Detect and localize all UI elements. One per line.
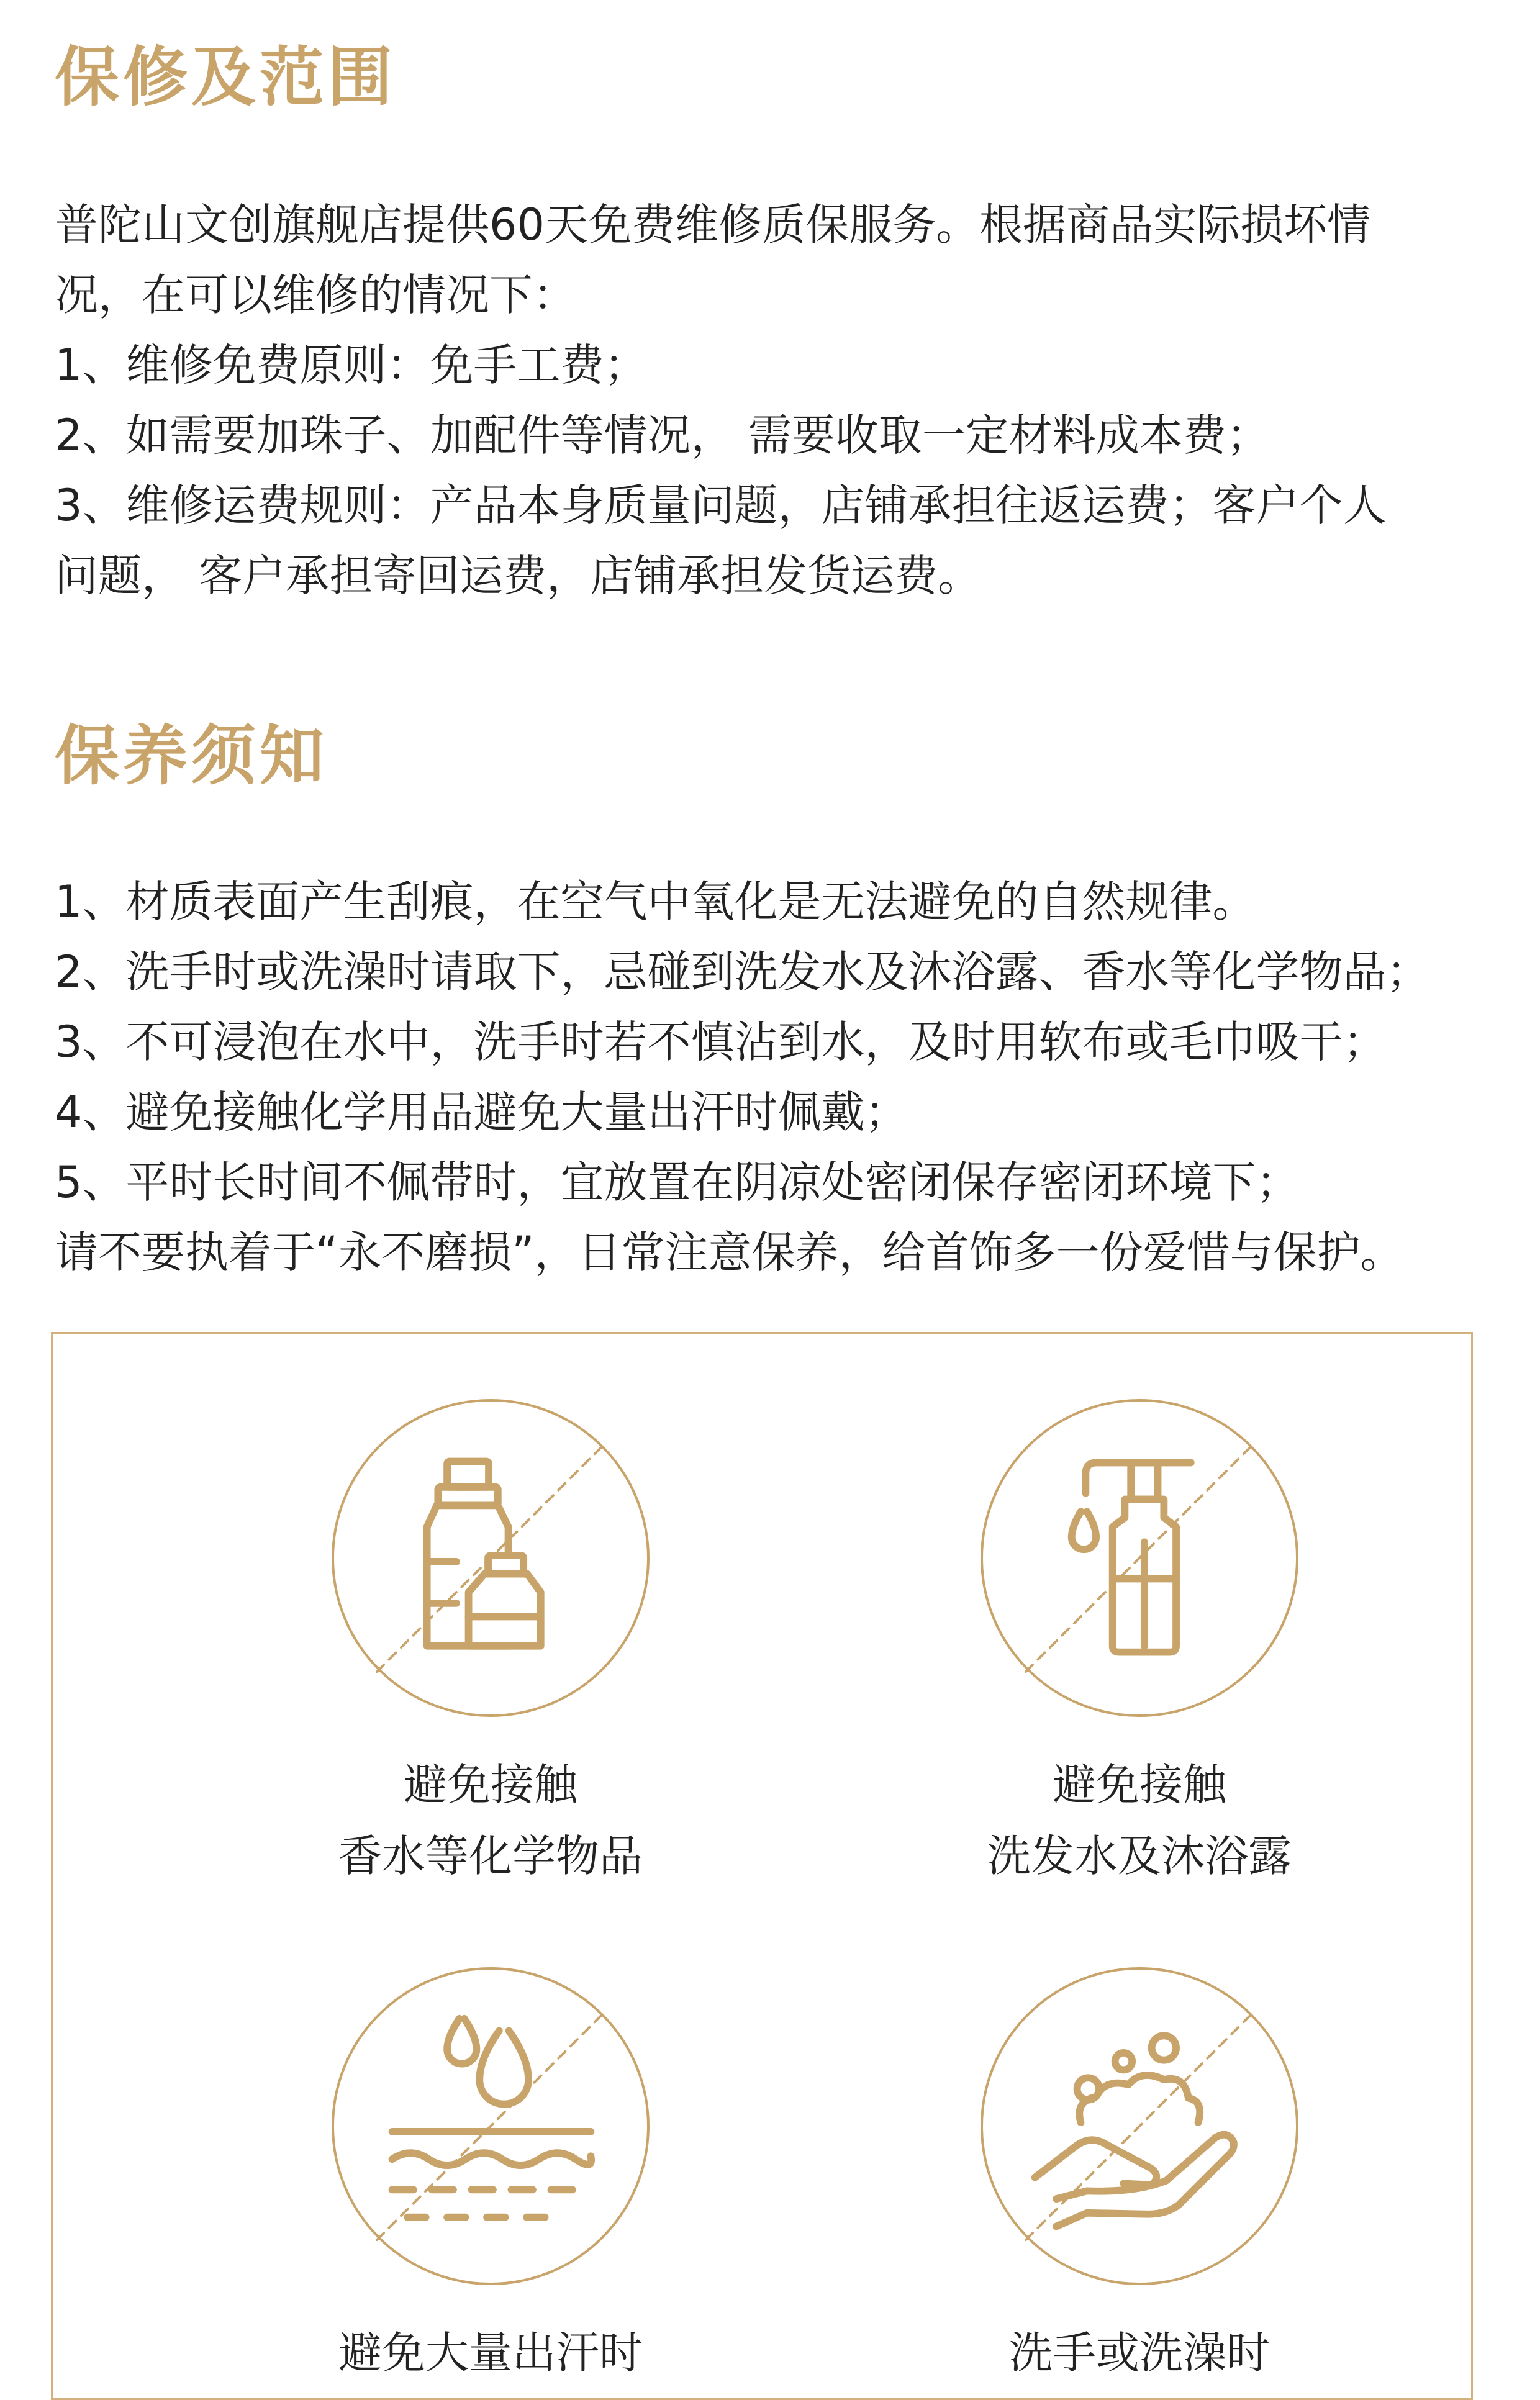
care-item-perfume (168, 1399, 813, 1892)
care-text (55, 867, 1489, 1288)
warranty-line: 2、如需要加珠子、加配件等情况， 需要收取一定材料成本费； (55, 410, 1270, 461)
warranty-line: 况，在可以维修的情况下： (55, 269, 576, 320)
care-line: 1、材质表面产生刮痕，在空气中氧化是无法避免的自然规律。 (55, 876, 1256, 927)
care-item-sublabel: 香水等化学物品 (338, 1831, 643, 1882)
care-item-label: 避免大量出汗时 (338, 2327, 643, 2378)
warranty-title: 保修及范围 (55, 38, 397, 115)
warranty-text (55, 190, 1489, 611)
care-line: 3、不可浸泡在水中，洗手时若不慎沾到水，及时用软布或毛巾吸干； (55, 1017, 1387, 1067)
sweat-drops-icon (332, 1967, 650, 2285)
warranty-line: 1、维修免费原则：免手工费； (55, 340, 648, 391)
care-item-label: 洗手或洗澡时 (1009, 2327, 1270, 2378)
care-icons-panel (51, 1332, 1473, 2400)
care-item-label: 避免接触 (404, 1759, 578, 1810)
care-line: 5、平时长时间不佩带时，宜放置在阴凉处密闭保存密闭环境下； (55, 1157, 1300, 1208)
care-item-handwash (817, 1967, 1462, 2389)
warranty-line: 问题， 客户承担寄回运费，店铺承担发货运费。 (55, 550, 982, 601)
shampoo-pump-icon (981, 1399, 1298, 1717)
care-item-sublabel: 洗发水及沐浴露 (987, 1831, 1292, 1882)
care-line: 2、洗手时或洗澡时请取下，忌碰到洗发水及沐浴露、香水等化学物品； (55, 946, 1430, 997)
warranty-line: 3、维修运费规则：产品本身质量问题，店铺承担往返运费；客户个人 (55, 480, 1387, 531)
care-item-label: 避免接触 (1053, 1759, 1226, 1810)
care-item-shampoo (817, 1399, 1462, 1892)
care-title: 保养须知 (55, 717, 328, 794)
perfume-bottles-icon (332, 1399, 650, 1717)
care-line: 4、避免接触化学用品避免大量出汗时佩戴； (55, 1087, 908, 1138)
care-item-sweat (168, 1967, 813, 2389)
care-line: 请不要执着于“永不磨损”，日常注意保养，给首饰多一份爱惜与保护。 (55, 1227, 1404, 1278)
warranty-line: 普陀山文创旗舰店提供60天免费维修质保服务。根据商品实际损坏情 (55, 199, 1371, 250)
hand-washing-icon (981, 1967, 1298, 2285)
